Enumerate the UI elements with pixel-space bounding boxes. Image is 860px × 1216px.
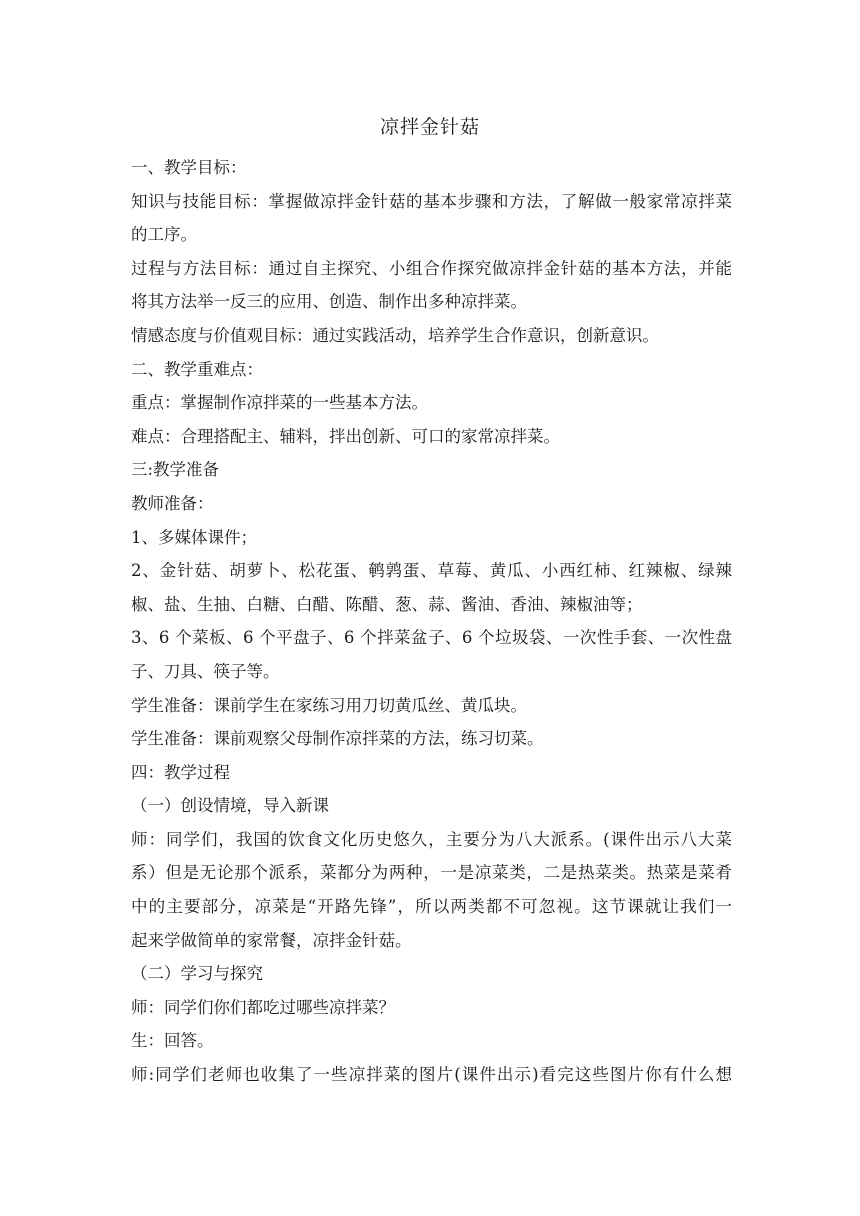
text-line: 系）但是无论那个派系，菜都分为两种，一是凉菜类，二是热菜类。热菜是菜肴 bbox=[131, 863, 732, 883]
text-line: 师：同学们，我国的饮食文化历史悠久，主要分为八大派系。(课件出示八大菜 bbox=[131, 829, 732, 849]
text-line: 三:教学准备 bbox=[131, 460, 220, 480]
text-line: 学生准备：课前学生在家练习用刀切黄瓜丝、黄瓜块。 bbox=[131, 695, 527, 715]
text-line: 2、金针菇、胡萝卜、松花蛋、鹌鹑蛋、草莓、黄瓜、小西红柿、红辣椒、绿辣 bbox=[131, 561, 732, 581]
text-line: 学生准备：课前观察父母制作凉拌菜的方法，练习切菜。 bbox=[131, 729, 544, 749]
text-line: 二、教学重难点： bbox=[131, 359, 263, 379]
text-line: 四：教学过程 bbox=[131, 762, 230, 782]
text-line: 知识与技能目标：掌握做凉拌金针菇的基本步骤和方法，了解做一般家常凉拌菜 bbox=[131, 191, 732, 211]
text-line: 子、刀具、筷子等。 bbox=[131, 661, 280, 681]
text-line: 生：回答。 bbox=[131, 1031, 214, 1051]
text-line: （一）创设情境，导入新课 bbox=[131, 796, 329, 816]
text-line: 3、6 个菜板、6 个平盘子、6 个拌菜盆子、6 个垃圾袋、一次性手套、一次性盘 bbox=[131, 628, 732, 648]
text-line: 1、多媒体课件； bbox=[131, 527, 257, 547]
document-body bbox=[131, 151, 732, 1092]
text-line: 的工序。 bbox=[131, 225, 197, 245]
text-line: 教师准备： bbox=[131, 493, 214, 513]
text-line: 重点：掌握制作凉拌菜的一些基本方法。 bbox=[131, 393, 428, 413]
text-line: 起来学做简单的家常餐，凉拌金针菇。 bbox=[131, 930, 412, 950]
text-line: 一、教学目标： bbox=[131, 158, 247, 177]
text-line: 椒、盐、生抽、白糖、白醋、陈醋、葱、蒜、酱油、香油、辣椒油等； bbox=[131, 594, 643, 614]
text-line: 过程与方法目标：通过自主探究、小组合作探究做凉拌金针菇的基本方法，并能 bbox=[131, 258, 732, 278]
text-line: 师:同学们老师也收集了一些凉拌菜的图片(课件出示)看完这些图片你有什么想 bbox=[131, 1065, 732, 1085]
text-line: 难点：合理搭配主、辅料，拌出创新、可口的家常凉拌菜。 bbox=[131, 426, 560, 446]
text-line: （二）学习与探究 bbox=[131, 964, 263, 984]
document-title: 凉拌金针菇 bbox=[379, 116, 480, 138]
text-line: 中的主要部分，凉菜是“开路先锋”，所以两类都不可忽视。这节课就让我们一 bbox=[131, 897, 732, 917]
text-line: 师：同学们你们都吃过哪些凉拌菜？ bbox=[131, 997, 395, 1017]
text-line: 将其方法举一反三的应用、创造、制作出多种凉拌菜。 bbox=[131, 292, 527, 312]
text-line: 情感态度与价值观目标：通过实践活动，培养学生合作意识，创新意识。 bbox=[131, 325, 659, 345]
